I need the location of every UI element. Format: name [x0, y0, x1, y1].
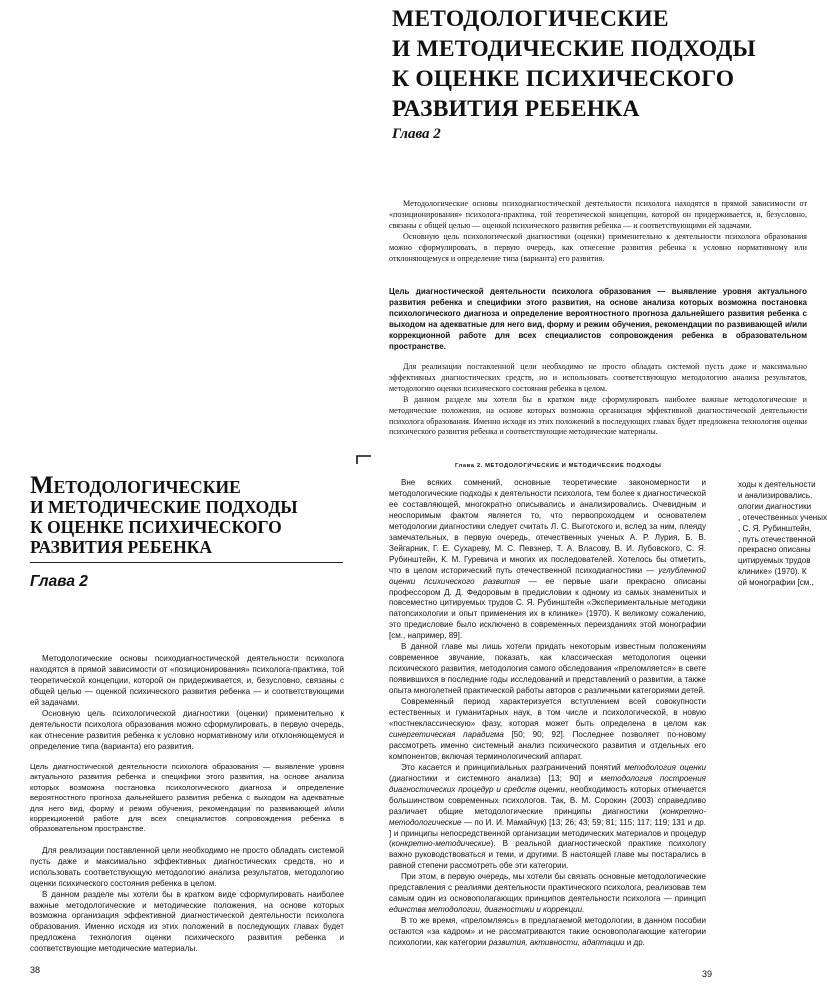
- fragment-line: , отечественных ученых: [738, 512, 827, 522]
- emphasis: синергетическая парадигма: [389, 729, 504, 739]
- page-number-left: 38: [30, 965, 41, 975]
- fragment-line: и анализировались.: [738, 490, 813, 500]
- text-run: [50; 90; 92]. Последнее позволяет по-новому рассмотреть именно системный анализ психического развития и отдельных его компонентов, включая терминологический аппарат.: [389, 729, 706, 761]
- fragment-line: ологии диагностики: [738, 501, 812, 511]
- top-title-line: И МЕТОДИЧЕСКИЕ ПОДХОДЫ: [392, 36, 756, 62]
- left-page-callout: Цель диагностической деятельности психолога образования — выявление уровня актуального развития ребенка и специфики этого развития, на основе анализа которых возможна постановка психологического диагноза и определение вероятностного прогноза дальнейшего развития ребенка с выходом на адекватные для него вид, форму и режим обучения, рекомендации по развивающей и/или коррекционной работе для всех специалистов сопровождения ребенка в образовательном пространстве.: [30, 762, 344, 834]
- fragment-line: цитируемых трудов: [738, 556, 811, 566]
- text-run: ). В реальной диагностической практике психологу важно руководствоваться и теми, и другими. В настоящей главе мы постарались в равной степени рассмотреть обе эти категории.: [389, 839, 706, 871]
- drop-cap: М: [30, 472, 54, 499]
- paragraph: [389, 763, 706, 873]
- paragraph: Методологические основы психодиагностической деятельности психолога находятся в прямой зависимости от «позиционирования» психолога-практика, той теоретической концепции, которой он придерживается, и, безусловно, связаны с общей целью — оценкой психического развития ребенка — и соответствующими ей задачами.: [30, 654, 344, 707]
- paragraph: Для реализации поставленной цели необходимо не просто обладать системой пусть даже и максимально эффективных диагностических средств, но и использовать соответствующую методологию анализа результатов, методологию оценки психического состояния ребенка в целом.: [30, 846, 344, 888]
- text-run: Вне всяких сомнений, основные теоретические закономерности и методологические подходы к деятельности психолога, тем более к диагностической ее составляющей, многократно описывались и анализировались. Очевидным и неоспоримым фактом является то, что первопроходцем и основателем методологии диагностики следует считать Л. С. Выготского и, вслед за ним, плеяду замечательных, в первую очередь, отечественных ученых А. Р. Лурия, Б. В. Зейгарник, Г. Е. Сухареву, М. С. Певзнер, Т. А. Власову, В. И. Лубовского, С. Я. Рубинштейн, К. М. Гуревича и многих их последователей. Хотелось бы отметить, что в целом исторический путь отечественной психодиагностики —: [389, 478, 706, 575]
- paragraph: В данной главе мы лишь хотели придать некоторым известным положениям современное звучание, показать, как классическая методология оценки психического развития, методология самого обследования «преломляется» в свете появившихся в последние годы исследований и представлений о развитии, а также опыта многолетней практической работы авторов с различными категориями детей.: [389, 642, 706, 696]
- paragraph: В данном разделе мы хотели бы в кратком виде сформулировать наиболее важные методологические и методические положения, на основе которых возможна организация эффективной диагностической деятельности психолога образования. Именно исходя из этих положений в последующих главах будет предложена технология оценки психического развития ребенка и соответствующие методические материалы.: [389, 394, 807, 437]
- text-run: В то же время, «преломляясь» в предлагаемой методологии, в данном пособии остаются «за кадром» и не рассматриваются такие основополагающие категории психологии, как категории: [389, 916, 706, 948]
- paragraph: Основную цель психологической диагностики (оценки) применительно к деятельности психолога образования можно сформулировать, в первую очередь, как отнесение развития ребенка к условно нормативному или отклоняющемуся и определение типа (варианта) его развития.: [389, 231, 807, 263]
- emphasis: единства методологии, диагностики и коррекции.: [389, 905, 585, 915]
- top-fragment-continuation: [389, 362, 807, 438]
- right-page-body: [389, 478, 706, 949]
- top-fragment-intro: [389, 199, 807, 264]
- paragraph: В данном разделе мы хотели бы в кратком виде сформулировать наиболее важные методологические и методические положения, на основе которых возможна организация эффективной диагностической деятельности психолога образования. Именно исходя из этих положений в последующих главах будет предложена технология оценки психического развития ребенка и соответствующие методические материалы.: [30, 889, 344, 954]
- paragraph: Для реализации поставленной цели необходимо не просто обладать системой пусть даже и максимально эффективных диагностических средств, но и использовать соответствующую методологию анализа результатов, методологию оценки психического состояния ребенка в целом.: [389, 362, 807, 393]
- top-fragment-title: [392, 4, 802, 124]
- emphasis: конкретно-методологические: [389, 806, 706, 827]
- page-number-right: 39: [702, 969, 713, 979]
- fragment-line: клинике» (1970). К: [738, 567, 807, 577]
- title-first-line: [30, 472, 350, 499]
- emphasis: развития, активности, адаптации: [488, 938, 625, 948]
- paragraph: [389, 872, 706, 916]
- text-run: Современный период характеризуется вступлением всей совокупности естественных и гуманитарных наук, в том числе и психологической, в новую «постнеклассическую» фазу, которая может быть определена в целом как: [389, 697, 706, 728]
- emphasis: углубленной оценки психического развития: [389, 565, 706, 586]
- overlapping-page-fragment: [738, 480, 827, 589]
- title-divider: [30, 562, 343, 563]
- text-run: При этом, в первую очередь, мы хотели бы связать основные методологические представления с реалиями деятельности практического психолога, реализовав тем самым один из основополагающих принципов деятельности психолога — принцип: [389, 872, 706, 904]
- title-line: И МЕТОДИЧЕСКИЕ ПОДХОДЫ: [30, 497, 298, 517]
- paragraph: [389, 478, 706, 642]
- paragraph: [389, 697, 706, 763]
- running-header: Глава 2. МЕТОДОЛОГИЧЕСКИЕ И МЕТОДИЧЕСКИЕ ПОДХОДЫ: [455, 463, 662, 469]
- title-line: РАЗВИТИЯ РЕБЕНКА: [30, 537, 213, 557]
- paragraph: Методологические основы психодиагностической деятельности психолога находятся в прямой зависимости от «позиционирования» психолога-практика, той теоретической концепции, которой он придерживается, и, безусловно, связаны с общей целью — оценкой психического развития ребенка — и соответствующими ей задачами.: [389, 199, 807, 230]
- left-page-title: [30, 472, 350, 557]
- text-run: Это касается и принципиальных разграничений понятий: [401, 762, 625, 772]
- top-title-line: МЕТОДОЛОГИЧЕСКИЕ: [392, 6, 669, 32]
- paragraph: Основную цель психологической диагностики (оценки) применительно к деятельности психолога образования можно сформулировать, в первую очередь, как отнесение развития ребенка к условно нормативному или отклоняющемуся и определение типа (варианта) его развития.: [30, 709, 344, 751]
- text-run: — ее первые шаги прекрасно описаны профессором Д. Д. Федоровым в предисловии к одному из самых знаменитых и повсеместно цитируемых трудов С. Я. Рубинштейн «Экспериментальные методики патопсихологии и опыт применения их в клинике» (1970). К великому сожалению, это предисловие было исключено в современных переизданиях этой монографии [см., например, 89].: [389, 576, 706, 641]
- crop-mark-icon: [356, 455, 372, 465]
- fragment-line: , С. Я. Рубинштейн,: [738, 523, 812, 533]
- title-first-rest: ЕТОДОЛОГИЧЕСКИЕ: [53, 477, 241, 497]
- top-title-line: РАЗВИТИЯ РЕБЕНКА: [392, 96, 640, 122]
- left-page-chapter: Глава 2: [30, 573, 88, 590]
- top-fragment-chapter: Глава 2: [392, 126, 441, 142]
- fragment-line: ходы к деятельности: [738, 480, 816, 489]
- fragment-line: прекрасно описаны: [738, 545, 811, 555]
- title-line: К ОЦЕНКЕ ПСИХИЧЕСКОГО: [30, 517, 282, 537]
- text-run: и др.: [624, 938, 645, 948]
- fragment-line: , путь отечественной: [738, 534, 816, 544]
- emphasis: методология построения диагностических процедур и средств оценки: [389, 773, 706, 794]
- fragment-line: ой монографии [см.,: [738, 578, 814, 588]
- emphasis: методология оценки: [624, 762, 706, 772]
- paragraph: [389, 916, 706, 949]
- emphasis: конкретно-методические: [391, 839, 491, 849]
- text-run: , необходимость которых отмечается большинством современных психологов. Так, В. М. Сорокин (2003) справедливо различает общие методологические принципы диагностики (: [389, 784, 706, 816]
- top-fragment-callout: Цель диагностической деятельности психолога образования — выявление уровня актуального развития ребенка и специфики этого развития, на основе анализа которых возможна постановка психологического диагноза и определение вероятностного прогноза дальнейшего развития ребенка с выходом на адекватные для него вид, форму и режим обучения, рекомендации по развивающей и/или коррекционной работе для всех специалистов сопровождения ребенка в образовательном пространстве.: [389, 287, 807, 351]
- text-run: (диагностики и системного анализа) [13; 90] и: [389, 773, 601, 783]
- left-page-continuation: [30, 846, 344, 955]
- top-title-line: К ОЦЕНКЕ ПСИХИЧЕСКОГО: [392, 66, 735, 92]
- text-run: — по И. И. Мамайчук) [13; 26; 43; 59; 81; 115; 117; 119; 131 и др. ] и принципы непосредственной организации методических материалов и процедур (: [389, 817, 706, 849]
- left-page-intro: [30, 653, 344, 752]
